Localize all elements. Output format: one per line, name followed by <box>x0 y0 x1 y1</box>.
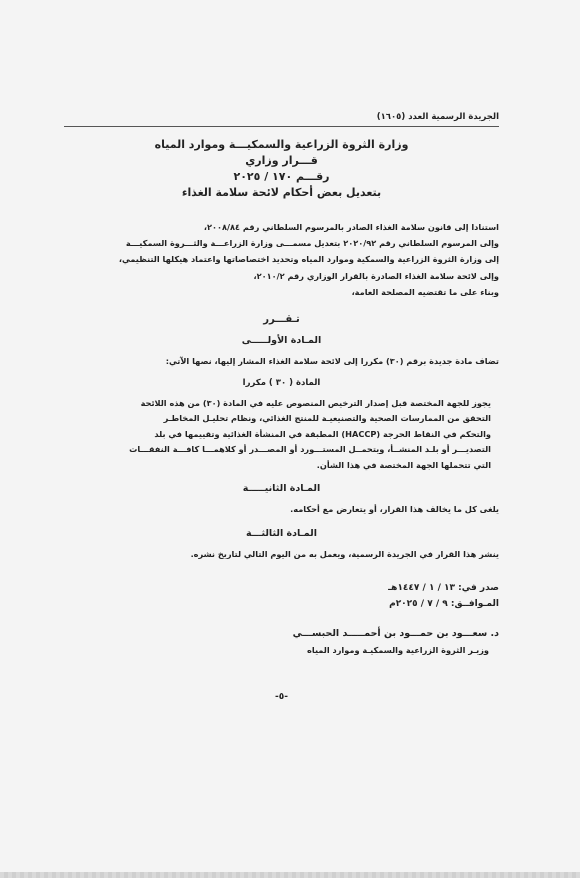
title-block <box>64 137 499 201</box>
article-2-title: المـادة الثانيـــــة <box>242 483 321 495</box>
preamble-line: استنادا إلى قانون سلامة الغذاء الصادر بالمرسوم السلطاني رقم ٢٠٠٨/٨٤، <box>203 222 499 232</box>
article-2-text: يلغى كل ما يخالف هذا القرار، أو يتعارض مع أحكامه. <box>290 504 499 515</box>
text-line: التصديـــر أو بلـد المنشــأ، ويتحمــل المستـــورد أو المصـــدر أو كلاهمـــا كافـــة النفقـــات <box>129 444 491 455</box>
article-30-bis-text <box>64 396 499 474</box>
article-30-bis-title: المادة ( ٣٠ ) مكررا <box>242 377 321 388</box>
decision-subject: بتعديل بعض أحكام لائحة سلامة الغذاء <box>181 186 382 199</box>
article-1-text: تضاف مادة جديدة برقم (٣٠) مكررا إلى لائحة سلامة الغذاء المشار إليها، نصها الآتي: <box>165 356 499 367</box>
preamble-line: وإلى المرسوم السلطاني رقم ٢٠٢٠/٩٢ بتعديل مسمـــى وزارة الزراعـــة والثـــروة السمكيـــة <box>125 238 499 249</box>
page-number: -٥- <box>275 692 288 703</box>
text-line: التحقق من الممارسات الصحية والتصنيعيـة للمنتج الغذائي، ونظام تحليـل المخاطـر <box>163 413 491 424</box>
corresponding-date: المـوافــق: ٩ / ٧ / ٢٠٢٥م <box>389 599 499 610</box>
text-line: والتحكم في النقاط الحرجة (HACCP) المطبقة في المنشأة الغذائية وتقييمها في بلد <box>154 428 491 439</box>
date-block <box>64 580 499 612</box>
text-line: التي تتحملها الجهة المختصة في هذا الشأن. <box>316 459 491 470</box>
article-3-title: المـادة الثالثـــة <box>245 527 317 539</box>
decision-number: رقـــم ١٧٠ / ٢٠٢٥ <box>233 170 330 183</box>
gazette-header: الجريدة الرسمية العدد (١٦٠٥) <box>64 112 499 127</box>
preamble <box>64 219 499 300</box>
signatory-name: د. سعـــود بن حمـــود بن أحمـــــد الحبســـي <box>292 628 499 640</box>
page-bottom-edge <box>0 872 580 878</box>
article-1-title: المـادة الأولـــــى <box>241 335 322 347</box>
issue-date: صدر في: ١٣ / ١ / ١٤٤٧هـ <box>388 583 499 594</box>
preamble-line: وبناء على ما تقتضيه المصلحة العامة، <box>351 286 499 297</box>
signatory-role: وزيـر الثروة الزراعية والسمكيـة وموارد المياه <box>307 645 489 656</box>
text-line: يجوز للجهة المختصة قبل إصدار الترخيص المنصوص عليه في المادة (٣٠) من هذه اللائحة <box>140 397 491 408</box>
ministry-name: وزارة الثروة الزراعية والسمكيـــة وموارد المياه <box>154 138 409 151</box>
article-3-text: ينشر هذا القرار في الجريدة الرسمية، ويعمل به من اليوم التالي لتاريخ نشره. <box>190 548 499 559</box>
preamble-line: إلى وزارة الثروة الزراعية والسمكية وموارد المياه وتحديد اختصاصاتها واعتماد هيكلها التنظيمي، <box>118 254 499 265</box>
preamble-line: وإلى لائحة سلامة الغذاء الصادرة بالقرار الوزاري رقم ٢٠١٠/٢، <box>253 270 499 281</box>
document-content <box>64 112 499 702</box>
decision-type: قـــرار وزاري <box>245 154 318 167</box>
decree-word: تـقـــرر <box>263 314 300 326</box>
signature-block <box>64 626 499 658</box>
